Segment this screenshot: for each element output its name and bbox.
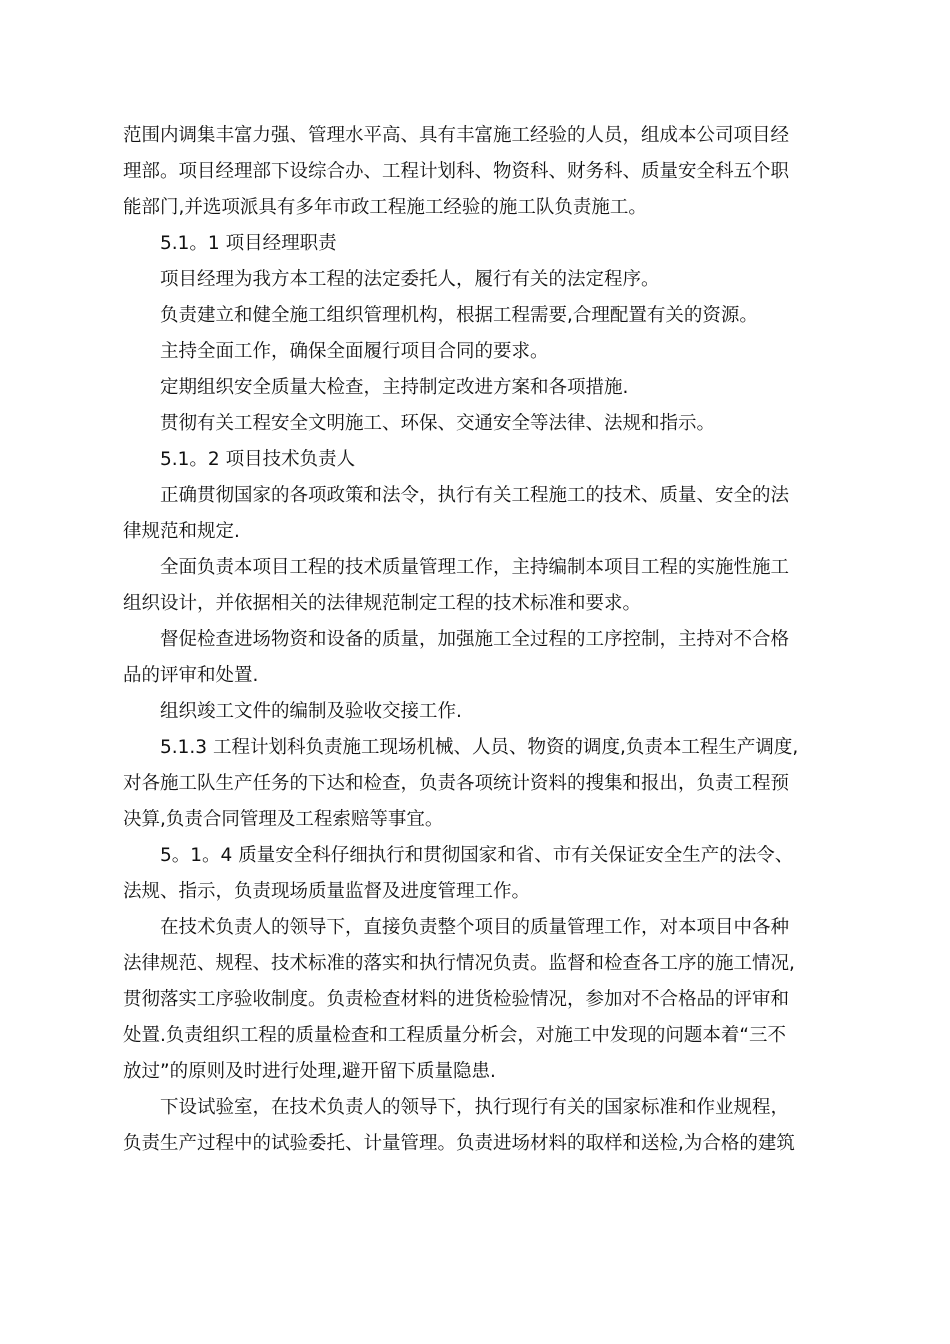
text-line: 5.1。2 项目技术负责人 <box>160 449 356 470</box>
text-line: 主持全面工作，确保全面履行项目合同的要求。 <box>160 341 549 362</box>
text-line: 组织竣工文件的编制及验收交接工作. <box>160 701 462 722</box>
text-line: 在技术负责人的领导下，直接负责整个项目的质量管理工作，对本项目中各种 <box>160 917 790 938</box>
text-line: 品的评审和处置. <box>123 665 259 686</box>
text-line: 下设试验室，在技术负责人的领导下，执行现行有关的国家标准和作业规程， <box>160 1097 790 1118</box>
text-line: 贯彻有关工程安全文明施工、环保、交通安全等法律、法规和指示。 <box>160 413 716 434</box>
text-line: 正确贯彻国家的各项政策和法令，执行有关工程施工的技术、质量、安全的法 <box>160 485 790 506</box>
text-line: 律规范和规定. <box>123 521 240 542</box>
text-line: 能部门,并选项派具有多年市政工程施工经验的施工队负责施工。 <box>123 197 647 218</box>
text-line: 5.1.3 工程计划科负责施工现场机械、人员、物资的调度,负责本工程生产调度, <box>160 737 799 758</box>
text-line: 全面负责本项目工程的技术质量管理工作，主持编制本项目工程的实施性施工 <box>160 557 790 578</box>
text-line: 处置.负责组织工程的质量检查和工程质量分析会，对施工中发现的问题本着“三不 <box>123 1025 786 1046</box>
text-line: 对各施工队生产任务的下达和检查，负责各项统计资料的搜集和报出，负责工程预 <box>123 773 790 794</box>
text-line: 理部。项目经理部下设综合办、工程计划科、物资科、财务科、质量安全科五个职 <box>123 161 790 182</box>
text-line: 法律规范、规程、技术标准的落实和执行情况负责。监督和检查各工序的施工情况, <box>123 953 795 974</box>
text-line: 5。1。4 质量安全科仔细执行和贯彻国家和省、市有关保证安全生产的法令、 <box>160 845 794 866</box>
text-line: 负责建立和健全施工组织管理机构，根据工程需要,合理配置有关的资源。 <box>160 305 758 326</box>
text-line: 放过”的原则及时进行处理,避开留下质量隐患. <box>123 1061 496 1082</box>
document-body <box>123 118 823 1162</box>
text-line: 5.1。1 项目经理职责 <box>160 233 337 254</box>
text-line: 决算,负责合同管理及工程索赔等事宜。 <box>123 809 444 830</box>
text-line: 督促检查进场物资和设备的质量，加强施工全过程的工序控制，主持对不合格 <box>160 629 790 650</box>
text-line: 组织设计，并依据相关的法律规范制定工程的技术标准和要求。 <box>123 593 642 614</box>
text-line: 负责生产过程中的试验委托、计量管理。负责进场材料的取样和送检,为合格的建筑 <box>123 1133 795 1154</box>
text-line: 贯彻落实工序验收制度。负责检查材料的进货检验情况，参加对不合格品的评审和 <box>123 989 790 1010</box>
text-line: 定期组织安全质量大检查，主持制定改进方案和各项措施. <box>160 377 629 398</box>
text-line: 法规、指示，负责现场质量监督及进度管理工作。 <box>123 881 531 902</box>
text-line: 项目经理为我方本工程的法定委托人，履行有关的法定程序。 <box>160 269 660 290</box>
text-line: 范围内调集丰富力强、管理水平高、具有丰富施工经验的人员，组成本公司项目经 <box>123 125 790 146</box>
